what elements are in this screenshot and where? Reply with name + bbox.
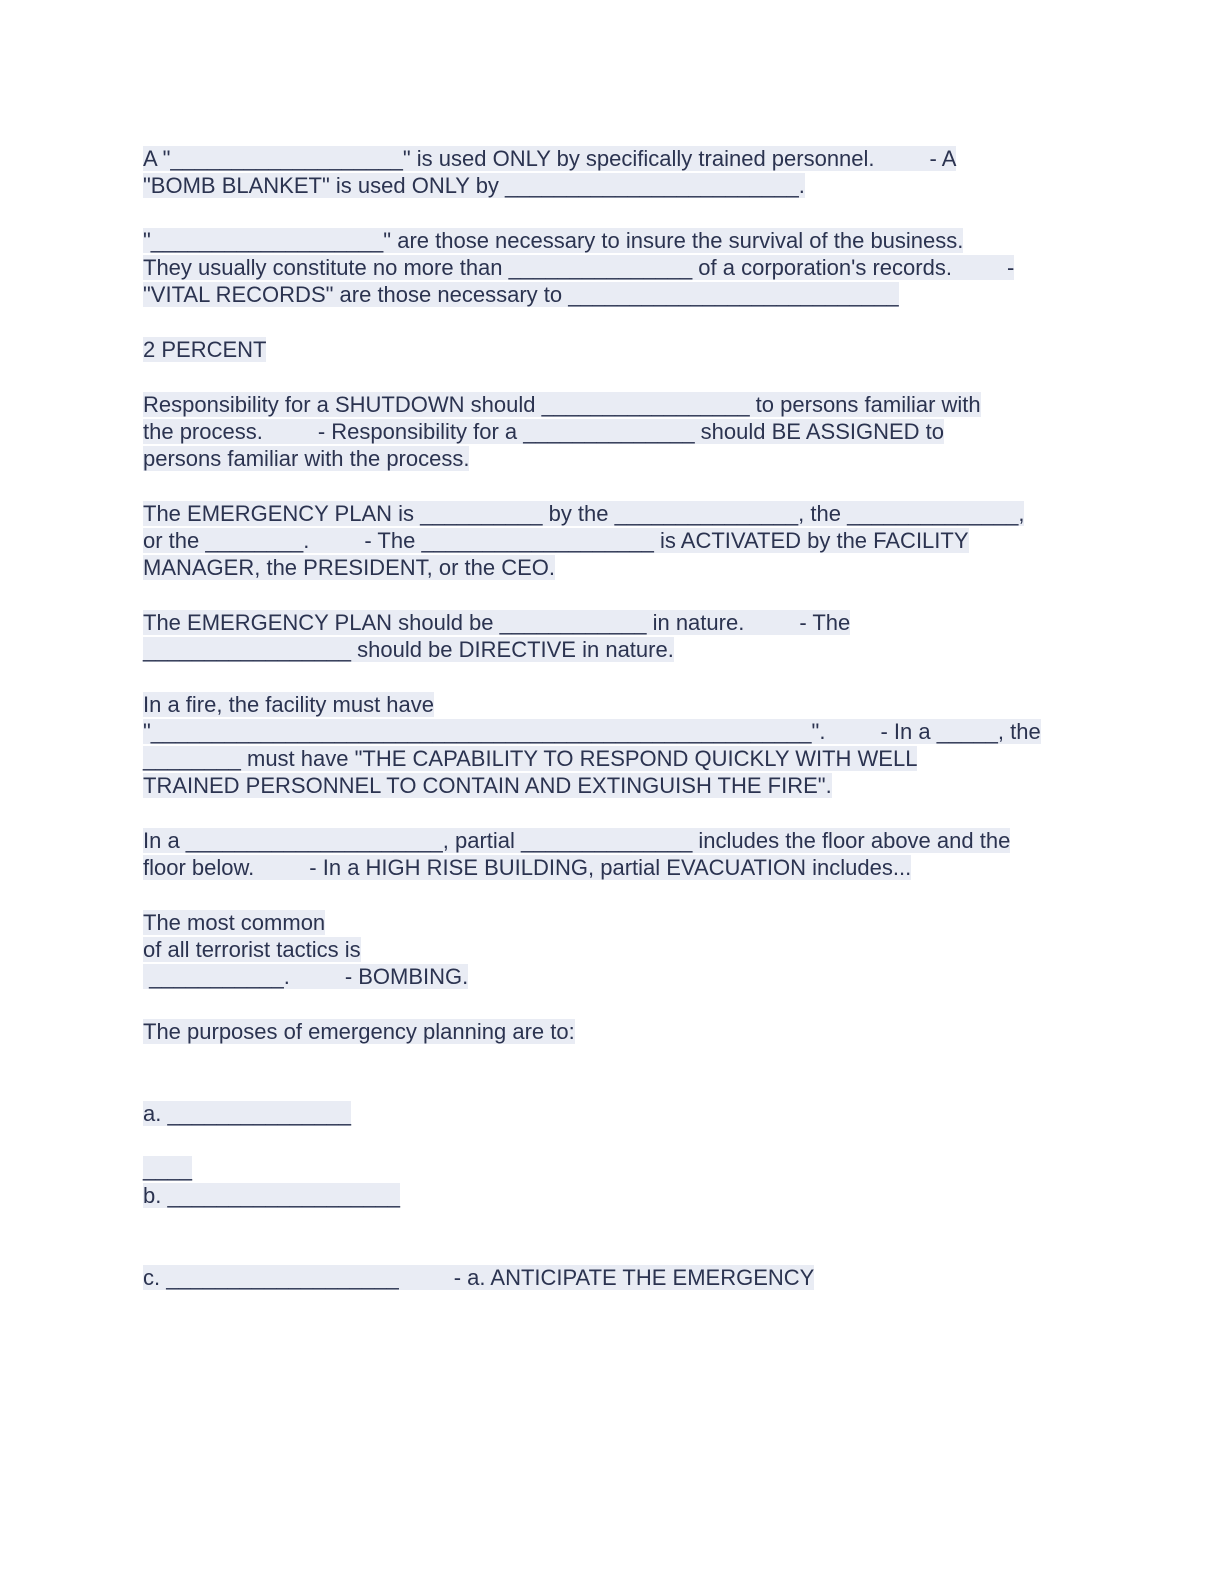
text-line: the process. - Responsibility for a ______________ should BE ASSIGNED to <box>143 419 945 444</box>
text-line: of all terrorist tactics is <box>143 937 361 962</box>
text-line: or the ________. - The ___________________ is ACTIVATED by the FACILITY <box>143 528 969 553</box>
answer-two-percent <box>143 336 1083 363</box>
text-line: The most common <box>143 910 326 935</box>
text-line: "______________________________________________________". - In a _____, the <box>143 719 1041 744</box>
question-terrorist-tactics <box>143 909 1083 990</box>
question-purposes <box>143 1018 1083 1291</box>
text-line: MANAGER, the PRESIDENT, or the CEO. <box>143 555 556 580</box>
text-line: The EMERGENCY PLAN is __________ by the _______________, the ______________, <box>143 501 1025 526</box>
question-high-rise <box>143 827 1083 881</box>
text-line: TRAINED PERSONNEL TO CONTAIN AND EXTINGUISH THE FIRE". <box>143 773 832 798</box>
question-shutdown <box>143 391 1083 472</box>
question-vital-records <box>143 227 1083 308</box>
purpose-item-c: c. ___________________ - a. ANTICIPATE THE EMERGENCY <box>143 1265 815 1290</box>
question-emergency-plan-activated <box>143 500 1083 581</box>
text-line: In a fire, the facility must have <box>143 692 435 717</box>
text-line: ________ must have "THE CAPABILITY TO RESPOND QUICKLY WITH WELL <box>143 746 918 771</box>
question-emergency-plan-directive <box>143 609 1083 663</box>
text-line: "___________________" are those necessary to insure the survival of the business. <box>143 228 964 253</box>
text-line: 2 PERCENT <box>143 337 267 362</box>
text-line: They usually constitute no more than _______________ of a corporation's records. - <box>143 255 1015 280</box>
purpose-item-blank: ____ <box>143 1156 192 1181</box>
question-fire-capability <box>143 691 1083 799</box>
text-line: persons familiar with the process. <box>143 446 470 471</box>
text-line: In a _____________________, partial ______________ includes the floor above and the <box>143 828 1011 853</box>
question-bomb-blanket <box>143 145 1083 199</box>
text-line: "VITAL RECORDS" are those necessary to ___________________________ <box>143 282 899 307</box>
text-line: Responsibility for a SHUTDOWN should _________________ to persons familiar with <box>143 392 981 417</box>
text-line: The EMERGENCY PLAN should be ____________ in nature. - The <box>143 610 851 635</box>
text-line: ___________. - BOMBING. <box>143 964 469 989</box>
text-line: "BOMB BLANKET" is used ONLY by ________________________. <box>143 173 805 198</box>
purpose-item-b: b. ___________________ <box>143 1183 400 1208</box>
document-page <box>143 145 1083 1291</box>
text-line: _________________ should be DIRECTIVE in nature. <box>143 637 674 662</box>
text-line: A "___________________" is used ONLY by specifically trained personnel. - A <box>143 146 957 171</box>
purposes-intro: The purposes of emergency planning are to: <box>143 1019 575 1044</box>
text-line: floor below. - In a HIGH RISE BUILDING, partial EVACUATION includes... <box>143 855 912 880</box>
purpose-item-a: a. _______________ <box>143 1101 351 1126</box>
